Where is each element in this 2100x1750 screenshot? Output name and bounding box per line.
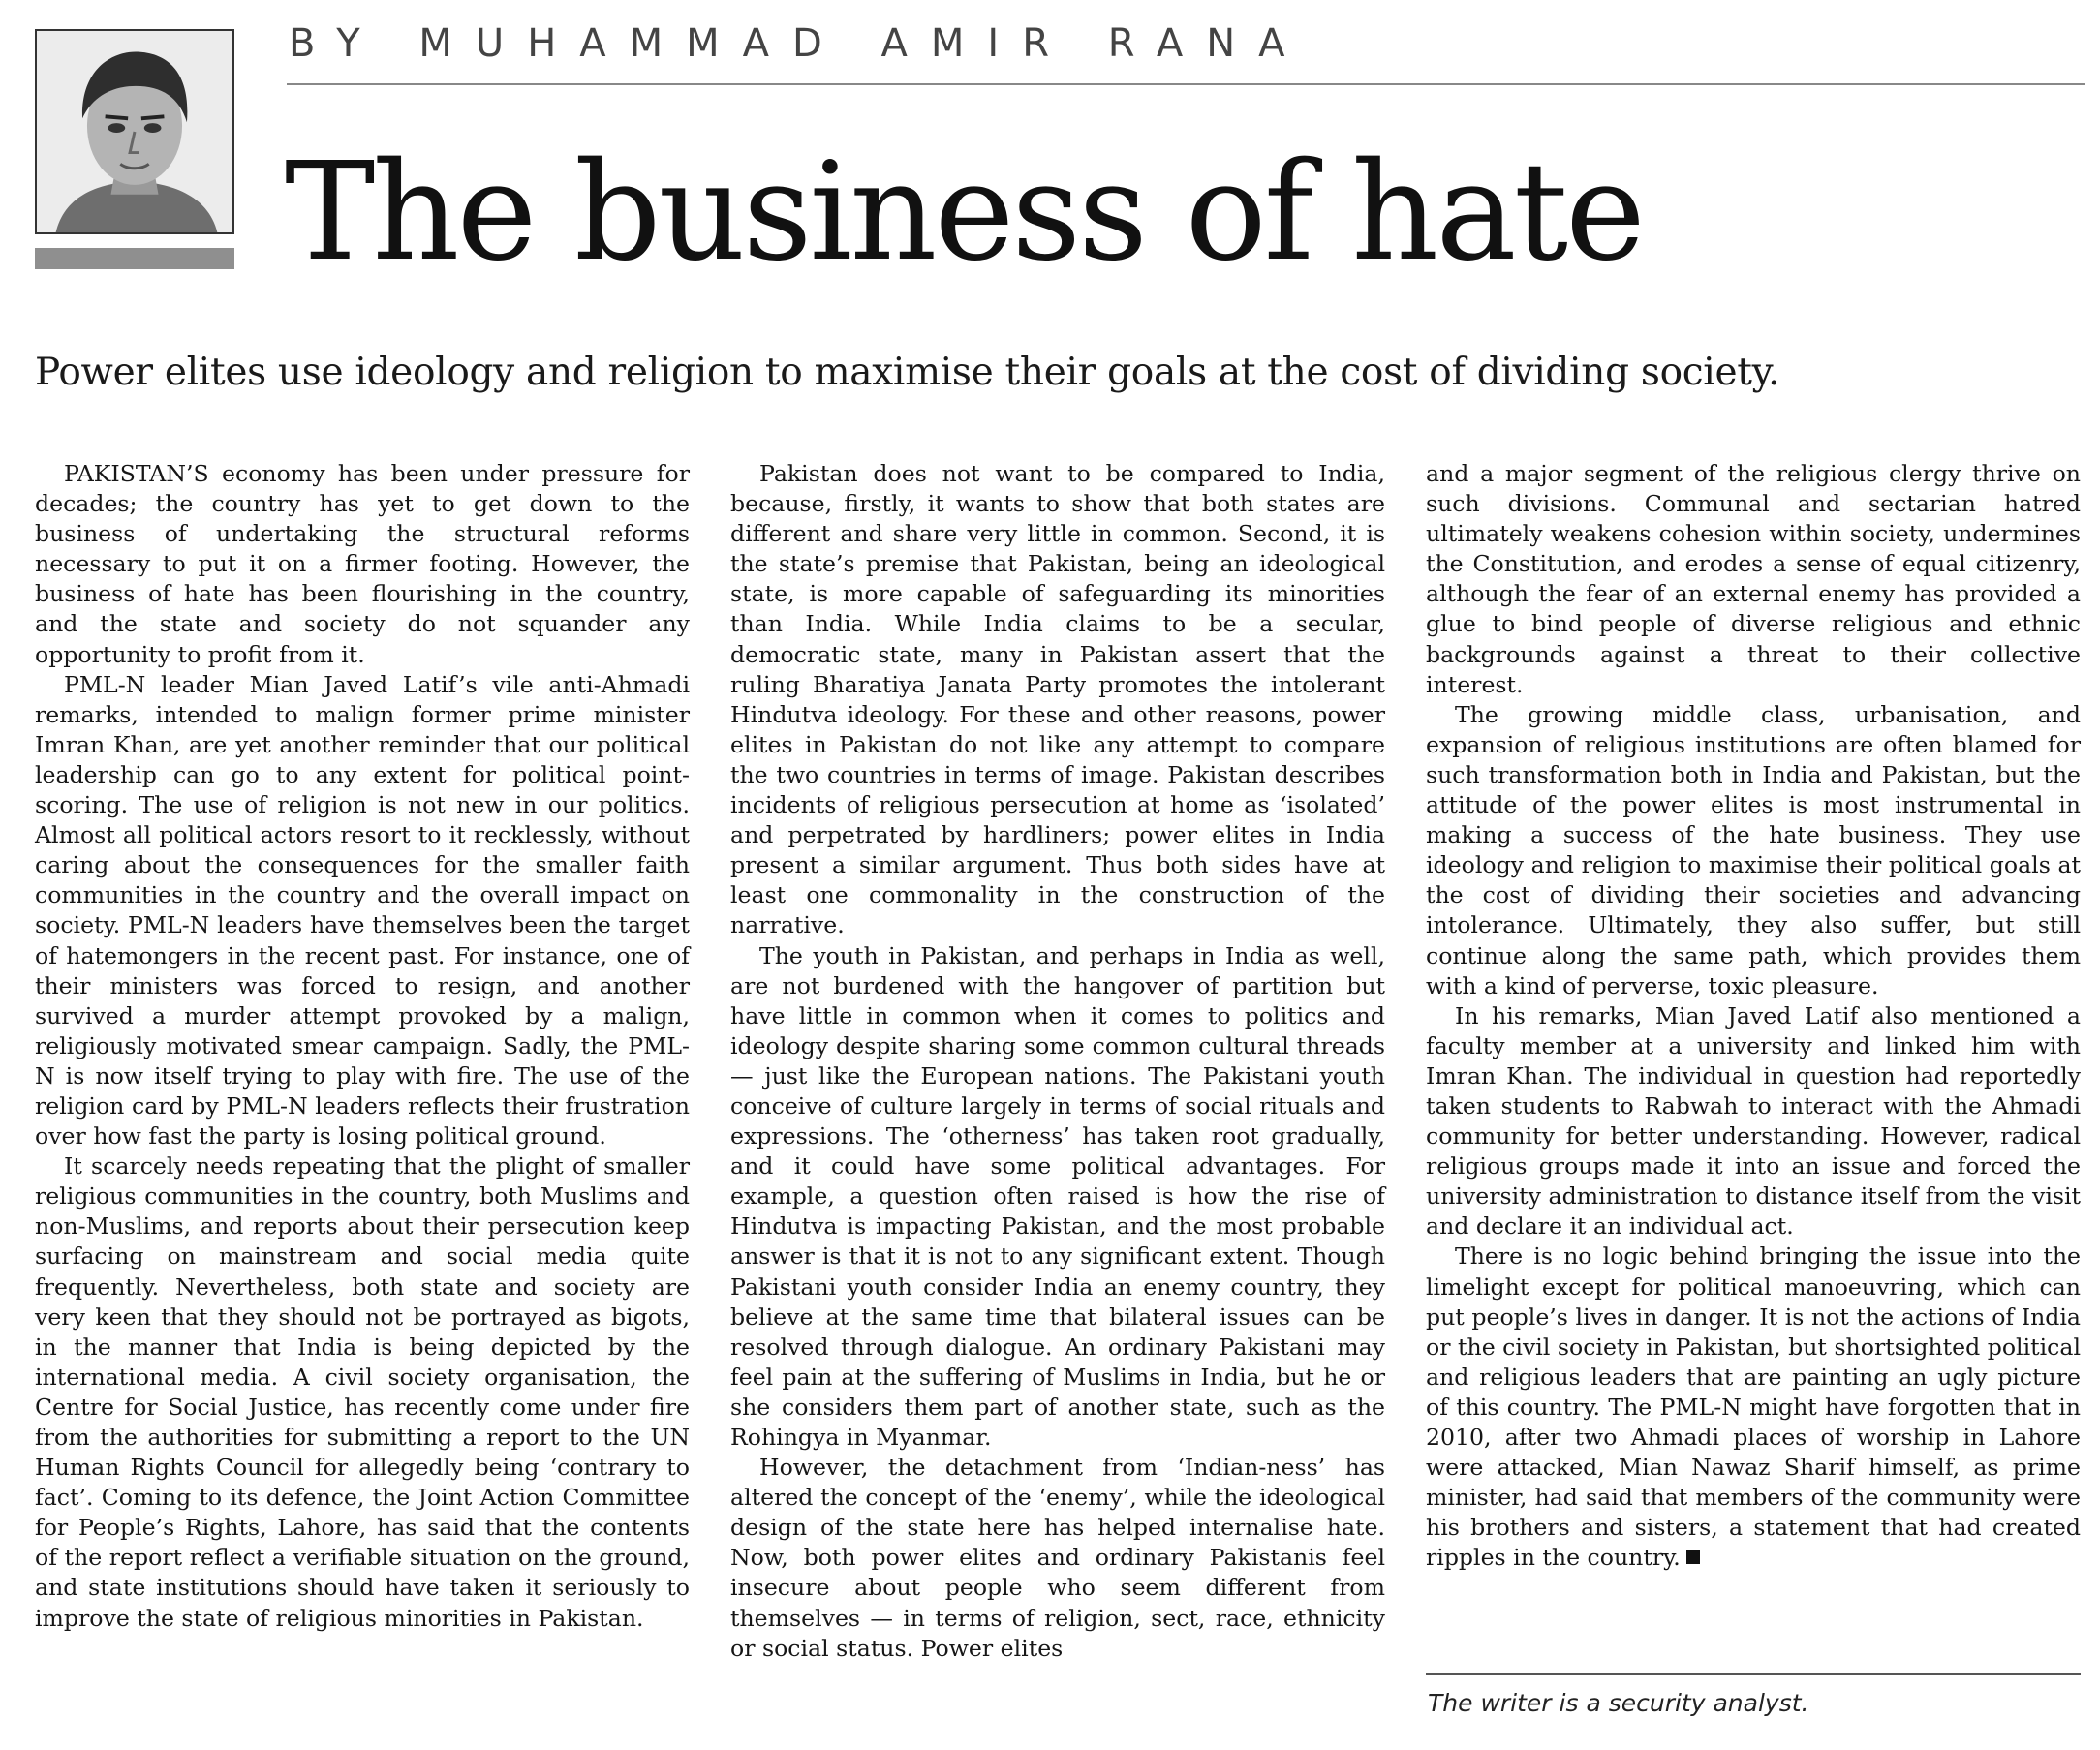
paragraph: The growing middle class, urbanisation, and expansion of religious institutions are often blamed for such transformation both in India and Pakistan, but the attitude of the power elites is most instrumental in making a success of the hate business. They use ideology and religion to maximise their political goals at the cost of dividing their societies and advancing intolerance. Ultimately, they also suffer, but still continue along the same path, which provides them with a kind of perverse, toxic pleasure. (1426, 700, 2081, 999)
writer-note: The writer is a security analyst. (1428, 1689, 1809, 1717)
writer-note-divider (1426, 1673, 2081, 1675)
paragraph: PAKISTAN’S economy has been under pressure for decades; the country has yet to get down to the business of undertaking the structural reforms necessary to put it on a firmer footing. However, the business of hate has been flourishing in the country, and the state and society do not squander any opportunity to profit from it. (35, 460, 690, 668)
paragraph: It scarcely needs repeating that the plight of smaller religious communities in the country, both Muslims and non-Muslims, and reports about their persecution keep surfacing on mainstream and social media quite frequently. Nevertheless, both state and society are very keen that they should not be portrayed as bigots, in the manner that India is being depicted by the international media. A civil society organisation, the Centre for Social Justice, has recently come under fire from the authorities for submitting a report to the UN Human Rights Council for allegedly being ‘contrary to fact’. Coming to its defence, the Joint Action Committee for People’s Rights, Lahore, has said that the contents of the report reflect a verifiable situation on the ground, and state institutions should have taken it seriously to improve the state of religious minorities in Pakistan. (35, 1152, 690, 1632)
headline: The business of hate (285, 134, 1643, 292)
final-paragraph (1426, 1242, 2081, 1573)
square-end-mark-icon (1686, 1550, 1700, 1564)
byline: BY MUHAMMAD AMIR RANA (289, 21, 1309, 66)
author-photo (35, 29, 234, 234)
paragraph: The youth in Pakistan, and perhaps in India as well, are not burdened with the hangover of partition but have little in common when it comes to politics and ideology despite sharing some common cultural threads — just like the European nations. The Pakistani youth conceive of culture largely in terms of social rituals and expressions. The ‘otherness’ has taken root gradually, and it could have some political advantages. For example, a question often raised is how the rise of Hindutva is impacting Pakistan, and the most probable answer is that it is not to any significant extent. Though Pakistani youth consider India an enemy country, they believe at the same time that bilateral issues can be resolved through dialogue. An ordinary Pakistani may feel pain at the suffering of Muslims in India, but he or she considers them part of another state, such as the Rohingya in Myanmar. (730, 941, 1385, 1451)
paragraph: PML-N leader Mian Javed Latif’s vile anti-Ahmadi remarks, intended to malign former prime minister Imran Khan, are yet another reminder that our political leadership can go to any extent for political point-scoring. The use of religion is not new in our politics. Almost all political actors resort to it recklessly, without caring about the consequences for the smaller faith communities in the country and the overall impact on society. PML-N leaders have themselves been the target of hatemongers in the recent past. For instance, one of their ministers was forced to resign, and another survived a murder attempt provoked by a malign, religiously motivated smear campaign. Sadly, the PML-N is now itself trying to play with fire. The use of the religion card by PML-N leaders reflects their frustration over how fast the party is losing political ground. (35, 670, 690, 1151)
author-portrait-icon (37, 31, 232, 232)
final-paragraph-text: There is no logic behind bringing the issue into the limelight except for political manoeuvring, which can put people’s lives in danger. It is not the actions of India or the civil society in Pakistan, but shortsighted political and religious leaders that are painting an ugly picture of this country. The PML-N might have forgotten that in 2010, after two Ahmadi places of worship in Lahore were attacked, Mian Nawaz Sharif himself, as prime minister, had said that members of the community were his brothers and sisters, a statement that had created ripples in the country. (1426, 1243, 2081, 1572)
paragraph-continued: and a major segment of the religious clergy thrive on such divisions. Communal and sectarian hatred ultimately weakens cohesion within society, undermines the Constitution, and erodes a sense of equal citizenry, although the fear of an external enemy has provided a glue to bind people of diverse religious and ethnic backgrounds against a threat to their collective interest. (1426, 460, 2081, 698)
standfirst: Power elites use ideology and religion to maximise their goals at the cost of dividing society. (35, 351, 1780, 394)
paragraph: However, the detachment from ‘Indian-ness’ has altered the concept of the ‘enemy’, while the ideological design of the state here has helped internalise hate. Now, both power elites and ordinary Pakistanis feel insecure about people who seem different from themselves — in terms of religion, sect, race, ethnicity or social status. Power elites (730, 1454, 1385, 1662)
paragraph: Pakistan does not want to be compared to India, because, firstly, it wants to show that both states are different and share very little in common. Second, it is the state’s premise that Pakistan, being an ideological state, is more capable of safeguarding its minorities than India. While India claims to be a secular, democratic state, many in Pakistan assert that the ruling Bharatiya Janata Party promotes the intolerant Hindutva ideology. For these and other reasons, power elites in Pakistan do not like any attempt to compare the two countries in terms of image. Pakistan describes incidents of religious persecution at home as ‘isolated’ and perpetrated by hardliners; power elites in India present a similar argument. Thus both sides have at least one commonality in the construction of the narrative. (730, 460, 1385, 939)
photo-accent-bar (35, 248, 234, 269)
article-column-3 (1426, 459, 2081, 1573)
byline-divider (287, 83, 2085, 85)
article-column-1 (35, 459, 690, 1634)
paragraph: In his remarks, Mian Javed Latif also mentioned a faculty member at a university and linked him with Imran Khan. The individual in question had reportedly taken students to Rabwah to interact with the Ahmadi community for better understanding. However, radical religious groups made it into an issue and forced the university administration to distance itself from the visit and declare it an individual act. (1426, 1001, 2081, 1241)
article-column-2 (730, 459, 1385, 1664)
